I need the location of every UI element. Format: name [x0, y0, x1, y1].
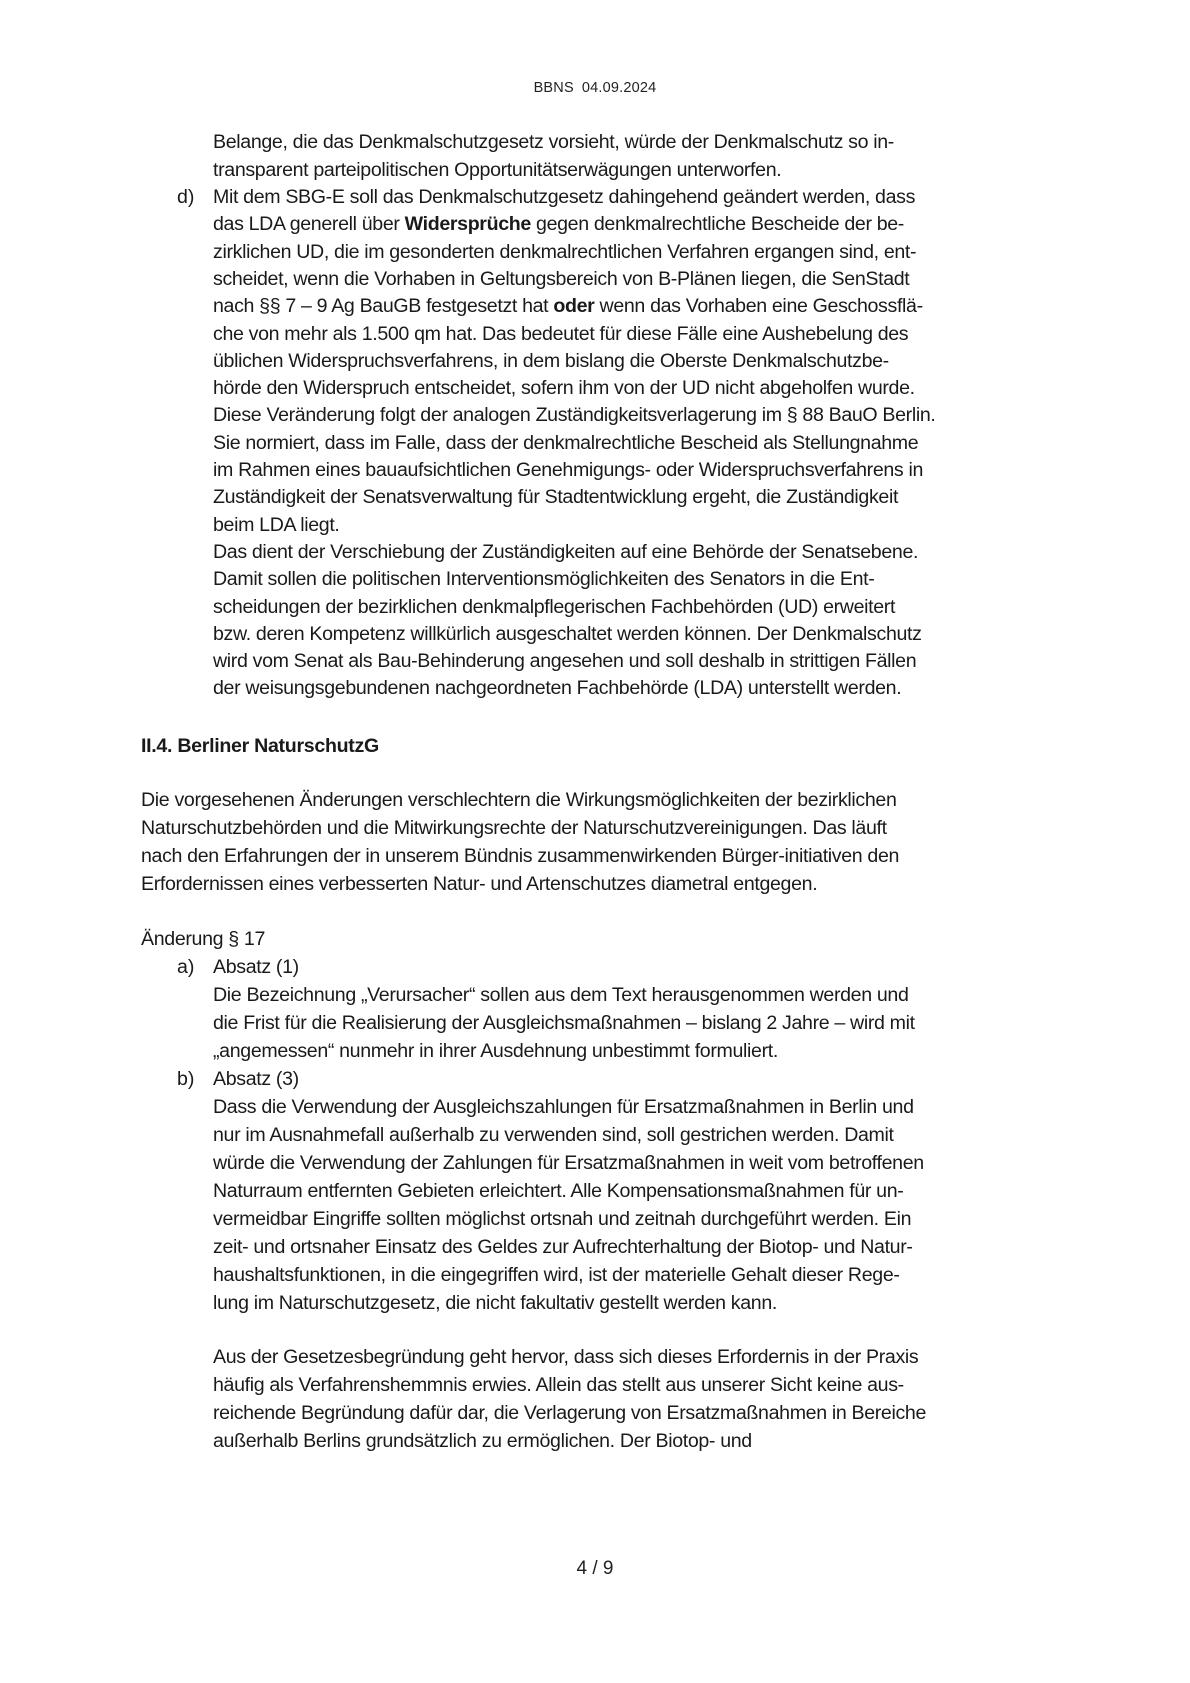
text-line [213, 347, 889, 376]
text-line: außerhalb Berlins grundsätzlich zu ermöglichen. Der Biotop- und [213, 1430, 752, 1452]
text-run: nach §§ 7 – 9 Ag BauGB festgesetzt hat [213, 295, 554, 318]
list-marker: d) [177, 186, 195, 208]
list-marker: b) [177, 1068, 195, 1090]
text-run: Mit dem SBG-E soll das Denkmalschutzgesetz dahingehend geändert werden, dass [213, 186, 916, 208]
text-run: üblichen Widerspruchsverfahrens, in dem bislang die Oberste Denkmalschutzbe- [213, 349, 889, 372]
text-run: bzw. deren Kompetenz willkürlich ausgeschaltet werden können. Der Denkmalschutz [213, 622, 922, 645]
text-line [213, 210, 904, 239]
text-run: gegen denkmalrechtliche Bescheide der be- [530, 213, 904, 236]
text-line: nach den Erfahrungen der in unserem Bündnis zusammenwirkenden Bürger-initiativen den [141, 845, 900, 867]
bold-text-run: Widersprüche [404, 213, 531, 236]
page-header [0, 80, 1190, 96]
text-run: wird vom Senat als Bau-Behinderung angesehen und soll deshalb in strittigen Fällen [213, 650, 917, 673]
text-line [213, 238, 916, 267]
text-line: zeit- und ortsnaher Einsatz des Geldes zur Aufrechterhaltung der Biotop- und Natur- [213, 1236, 913, 1258]
text-run: che von mehr als 1.500 qm hat. Das bedeutet für diese Fälle eine Aushebelung des [213, 322, 909, 345]
text-run: scheidungen der bezirklichen denkmalpflegerischen Fachbehörden (UD) erweitert [213, 595, 896, 618]
text-line [213, 620, 922, 649]
text-line [213, 511, 340, 540]
text-line [213, 401, 936, 430]
text-line [213, 538, 918, 567]
text-line: Die vorgesehenen Änderungen verschlechtern die Wirkungsmöglichkeiten der bezirklichen [141, 789, 897, 811]
text-line: reichende Begründung dafür dar, die Verlagerung von Ersatzmaßnahmen in Bereiche [213, 1402, 927, 1424]
text-run: im Rahmen eines bauaufsichtlichen Genehmigungs- oder Widerspruchsverfahrens in [213, 459, 924, 481]
text-run: Diese Veränderung folgt der analogen Zuständigkeitsverlagerung im § 88 BauO Berlin. [213, 404, 936, 427]
text-run: Sie normiert, dass im Falle, dass der denkmalrechtliche Bescheid als Stellungnahme [213, 431, 919, 454]
bold-text-run: oder [553, 295, 595, 318]
text-line: Naturraum entfernten Gebieten erleichtert. Alle Kompensationsmaßnahmen für un- [213, 1180, 904, 1202]
text-run: zirklichen UD, die im gesonderten denkmalrechtlichen Verfahren ergangen sind, ent- [213, 240, 917, 263]
text-line: häufig als Verfahrenshemmnis erwies. Allein das stellt aus unserer Sicht keine aus- [213, 1374, 904, 1396]
text-line [213, 320, 908, 349]
text-line: Aus der Gesetzesbegründung geht hervor, dass sich dieses Erfordernis in der Praxis [213, 1346, 919, 1368]
header-date: 04.09.2024 [581, 80, 657, 96]
text-line [213, 374, 915, 403]
text-line: würde die Verwendung der Zahlungen für Ersatzmaßnahmen in weit vom betroffenen [213, 1152, 924, 1174]
text-line: „angemessen“ nunmehr in ihrer Ausdehnung unbestimmt formuliert. [213, 1040, 778, 1062]
text-line: Dass die Verwendung der Ausgleichszahlungen für Ersatzmaßnahmen in Berlin und [213, 1096, 914, 1118]
text-run: wenn das Vorhaben eine Geschossflä- [594, 295, 923, 318]
header-org: BBNS [533, 80, 574, 96]
text-line [213, 647, 916, 676]
text-line: haushaltsfunktionen, in die eingegriffen wird, ist der materielle Gehalt dieser Rege- [213, 1264, 900, 1286]
text-line: Belange, die das Denkmalschutzgesetz vorsieht, würde der Denkmalschutz so in- [213, 131, 894, 153]
text-run: Das dient der Verschiebung der Zuständigkeiten auf eine Behörde der Senatsebene. [213, 540, 919, 563]
amendment-title: Änderung § 17 [141, 928, 266, 950]
text-run: beim LDA liegt. [213, 513, 340, 536]
text-line [213, 593, 895, 622]
text-line [213, 674, 901, 703]
text-line [213, 565, 874, 594]
text-line: vermeidbar Eingriffe sollten möglichst ortsnah und zeitnah durchgeführt werden. Ein [213, 1208, 912, 1230]
text-line [213, 429, 918, 458]
text-run: Damit sollen die politischen Interventionsmöglichkeiten des Senators in die Ent- [213, 568, 875, 591]
section-heading: II.4. Berliner NaturschutzG [141, 735, 379, 757]
page-number: 4 / 9 [576, 1558, 614, 1579]
text-run: der weisungsgebundenen nachgeordneten Fachbehörde (LDA) unterstellt werden. [213, 677, 902, 700]
text-line: transparent parteipolitischen Opportunitätserwägungen unterworfen. [213, 159, 782, 181]
text-line [213, 292, 923, 321]
item-title: Absatz (3) [213, 1068, 299, 1090]
text-line: nur im Ausnahmefall außerhalb zu verwenden sind, soll gestrichen werden. Damit [213, 1124, 894, 1146]
text-run: scheidet, wenn die Vorhaben in Geltungsbereich von B-Plänen liegen, die SenStadt [213, 267, 910, 290]
text-line: Erfordernissen eines verbesserten Natur- und Artenschutzes diametral entgegen. [141, 873, 818, 895]
text-line: Naturschutzbehörden und die Mitwirkungsrechte der Naturschutzvereinigungen. Das läuft [141, 817, 887, 839]
text-line: die Frist für die Realisierung der Ausgleichsmaßnahmen – bislang 2 Jahre – wird mit [213, 1012, 915, 1034]
text-line [213, 456, 923, 485]
text-run: das LDA generell über [213, 213, 405, 236]
text-line [213, 265, 909, 294]
text-line [213, 483, 898, 512]
text-run: Zuständigkeit der Senatsverwaltung für Stadtentwicklung ergeht, die Zuständigkeit [213, 486, 899, 509]
text-line: Die Bezeichnung „Verursacher“ sollen aus dem Text herausgenommen werden und [213, 984, 909, 1006]
text-line [213, 183, 915, 212]
list-marker: a) [177, 956, 195, 978]
text-line: lung im Naturschutzgesetz, die nicht fakultativ gestellt werden kann. [213, 1292, 777, 1314]
item-title: Absatz (1) [213, 956, 299, 978]
text-run: hörde den Widerspruch entscheidet, sofern ihm von der UD nicht abgeholfen wurde. [213, 377, 915, 400]
